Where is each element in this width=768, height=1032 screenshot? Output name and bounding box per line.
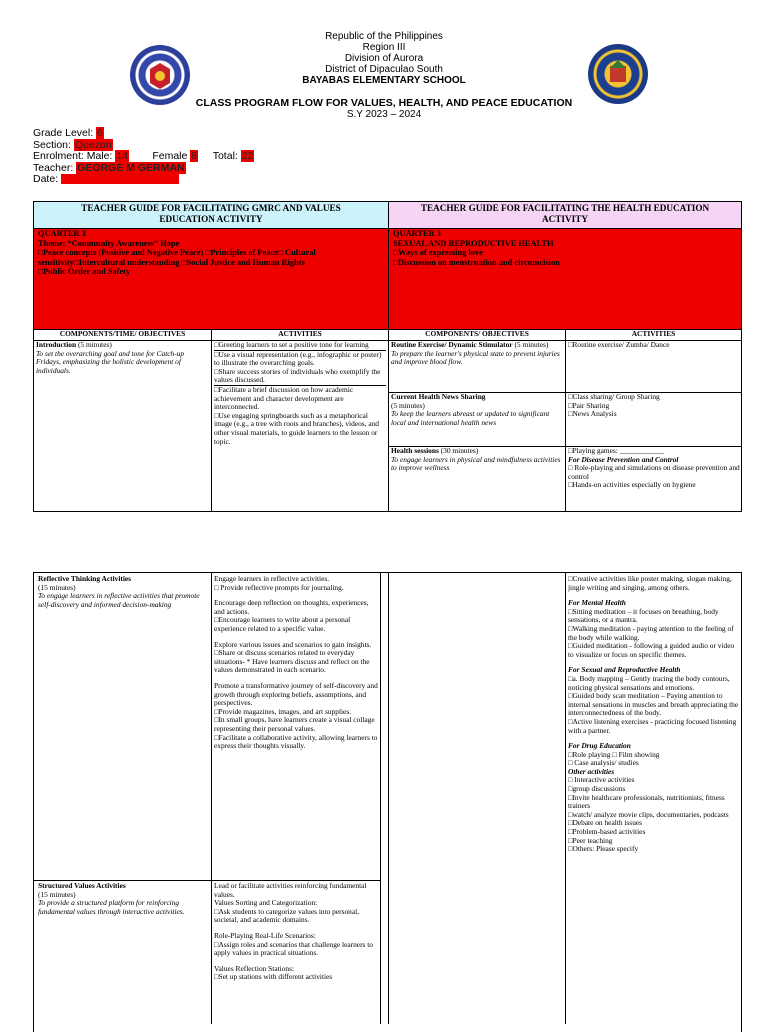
grade-value: 6 <box>97 127 103 139</box>
program-title-block <box>0 98 768 120</box>
enrolment-label: Enrolment: <box>33 150 84 162</box>
structured-component <box>38 882 208 942</box>
header-line: Republic of the Philippines <box>325 31 443 42</box>
drug-activity: □ Case analysis/ studies <box>568 758 639 768</box>
reflective-time: (15 minutes) <box>38 582 76 592</box>
other-activity: □Invite healthcare professionals, nutritionists, fitness trainers <box>568 792 725 811</box>
mental-activity: □Sitting meditation – it focuses on breathing, body sensations, or a mantra. <box>568 606 719 625</box>
reflective-activity: Encourage deep reflection on thoughts, experiences, and actions. <box>214 598 369 616</box>
school-name: BAYABAS ELEMENTARY SCHOOL <box>302 75 466 86</box>
structured-time: (15 minutes) <box>38 889 76 899</box>
health-session-activity: □Hands-on activities especially on hygiene <box>568 480 696 490</box>
structured-activity: Role-Playing Real-Life Scenarios: <box>214 930 316 940</box>
health-session-activities-continued <box>568 575 740 1024</box>
structured-activity: Values Reflection Stations: <box>214 963 295 973</box>
sexual-health-activity: □Active listening exercises - practicing focused listening with a partner. <box>568 716 737 735</box>
male-label: Male: <box>86 150 113 162</box>
health-topic: SEXUAL AND REPRODUCTIVE HEALTH <box>393 238 554 248</box>
drug-education-heading: For Drug Education <box>568 741 631 751</box>
other-activity: □Debate on health issues <box>568 818 643 828</box>
section-label: Section: <box>33 138 71 151</box>
section-value: Quezon <box>74 138 112 151</box>
mental-activity: □Guided meditation - following a guided audio or video to visualize or focus on specific themes. <box>568 641 735 659</box>
news-component <box>391 393 563 445</box>
reflective-title: Reflective Thinking Activities <box>38 575 132 583</box>
gmrc-col-activities: ACTIVITIES <box>278 330 322 338</box>
grade-label: Grade Level: <box>33 127 94 139</box>
header-line: Division of Aurora <box>344 53 424 64</box>
drug-activity: □Role playing □ Film showing <box>568 749 660 759</box>
structured-activity: □Set up stations with different activities <box>214 972 333 982</box>
intro-time: (5 minutes) <box>76 341 112 349</box>
male-value: 14 <box>116 150 128 162</box>
intro-activities <box>214 341 386 511</box>
total-value: 22 <box>241 150 254 162</box>
reflective-activity: □Encourage learners to write about a personal experience related to a specific value. <box>214 615 351 633</box>
structured-activity: □Ask students to categorize values into personal, societal, and academic domains. <box>214 906 360 925</box>
other-activity: □group discussions <box>568 784 626 794</box>
sexual-health-heading: For Sexual and Reproductive Health <box>568 665 681 675</box>
gmrc-guide-title: TEACHER GUIDE FOR FACILITATING GMRC AND VALUES EDUCATION ACTIVITY <box>34 202 388 228</box>
playing-games-item: □Playing games: ____________ <box>568 447 665 455</box>
health-col-activities: ACTIVITIES <box>631 330 676 338</box>
mental-activity: □Walking meditation - paying attention to the feeling of the body while walking. <box>568 623 734 642</box>
structured-activities <box>214 882 378 1024</box>
intro-activity: □Use a visual representation (e.g., infographic or poster) to illustrate the overarching goals. <box>214 350 386 368</box>
other-activity: □Peer teaching <box>568 835 613 845</box>
reflective-component <box>38 575 208 635</box>
other-activities-heading: Other activities <box>568 766 615 776</box>
health-item: □Ways of expressing love <box>393 248 483 258</box>
sexual-health-activity: □Guided body scan meditation – Paying attention to internal sensations in muscles and breath appreciating the interconnectedness of the body. <box>568 691 739 718</box>
routine-activities <box>568 341 740 391</box>
class-info <box>33 128 254 186</box>
health-session-activity: □ Role-playing and simulations on disease prevention and control <box>568 463 740 481</box>
structured-activity: □Assign roles and scenarios that challenge learners to apply values in practical situations. <box>214 939 373 958</box>
routine-objective: To prepare the learner's physical state to prevent injuries and improve blood flow. <box>391 348 560 367</box>
news-activity: □Class sharing/ Group Sharing <box>568 393 660 401</box>
school-year: S.Y 2023 – 2024 <box>346 109 422 120</box>
intro-component <box>36 341 209 401</box>
news-title: Current Health News Sharing <box>391 393 486 401</box>
gmrc-topic: sensitivity□Intercultural understanding □Social Justice and Human Rights <box>38 257 305 267</box>
health-col-components: COMPONENTS/ OBJECTIVES <box>425 330 529 338</box>
gmrc-quarter-block <box>34 229 388 329</box>
structured-activity: Lead or facilitate activities reinforcing fundamental values. <box>214 882 367 899</box>
intro-objective: To set the overarching goal and tone for Catch-up Fridays, emphasizing the holistic development of individuals. <box>36 348 185 375</box>
intro-activity: □Greeting learners to set a positive tone for learning <box>214 341 369 349</box>
header-line: District of Dipaculao South <box>325 64 443 75</box>
routine-time: (5 minutes) <box>512 341 549 349</box>
date-row <box>33 174 254 186</box>
intro-activity: □Share success stories of individuals who exemplify the values discussed. <box>214 366 381 385</box>
intro-activity: □Use engaging springboards such as a metaphorical image (e.g., a tree with roots and branches), videos, and other visual materials, to guide learners to the lesson or topic. <box>214 410 380 446</box>
female-value: 8 <box>191 150 198 162</box>
health-quarter-block <box>389 229 741 329</box>
health-guide-title: TEACHER GUIDE FOR FACILITATING THE HEALTH EDUCATION ACTIVITY <box>389 202 741 228</box>
news-time: (5 minutes) <box>391 400 425 410</box>
gmrc-topic: □Public Order and Safety <box>38 267 131 277</box>
routine-component <box>391 341 563 391</box>
female-label: Female <box>152 150 188 162</box>
document-header <box>0 31 768 86</box>
teacher-label: Teacher: <box>33 161 74 174</box>
gmrc-col-components: COMPONENTS/TIME/ OBJECTIVES <box>59 330 186 338</box>
gmrc-theme: Theme: “Community Awareness” Hope <box>38 238 180 248</box>
reflective-activity: □Provide magazines, images, and art supplies. <box>214 706 352 716</box>
disease-prevention-heading: For Disease Prevention and Control <box>568 454 679 464</box>
routine-activity: □Routine exercise/ Zumba/ Dance <box>568 341 670 349</box>
reflective-activity: Engage learners in reflective activities. <box>214 575 330 583</box>
health-session-time: (30 minutes) <box>438 447 479 455</box>
teacher-row <box>33 163 254 175</box>
program-title: CLASS PROGRAM FLOW FOR VALUES, HEALTH, AND PEACE EDUCATION <box>195 97 573 109</box>
reflective-activity: □Facilitate a collaborative activity, allowing learners to express their thoughts visually. <box>214 732 378 751</box>
other-activity: □ Interactive activities <box>568 775 635 785</box>
gmrc-quarter: QUARTER 3 <box>38 229 86 238</box>
structured-objective: To provide a structured platform for reinforcing fundamental values through interactive activities. <box>38 898 185 916</box>
health-session-objective: To engage learners in physical and mindfulness activities to improve wellness <box>391 454 561 473</box>
health-session-title: Health sessions <box>391 447 439 455</box>
date-label: Date: <box>33 173 59 185</box>
teacher-value: GEORGE M GERMAN <box>77 161 185 174</box>
health-quarter: QUARTER 3 <box>393 229 441 238</box>
reflective-activity: Explore various issues and scenarios to gain insights. <box>214 639 372 649</box>
other-activity: □Problem-based activities <box>568 827 646 837</box>
reflective-objective: To engage learners in reflective activities that promote self-discovery and informed decision-making <box>38 591 200 609</box>
reflective-activities <box>214 575 378 879</box>
health-session-component <box>391 447 563 509</box>
health-item: □Discussion on menstruation and circumcision <box>393 257 560 267</box>
gmrc-topic: □Peace concepts (Positive and Negative Peace) □Principles of Peace□ Cultural <box>38 248 316 258</box>
news-objective: To keep the learners abreast or updated to significant local and international health news <box>391 409 550 427</box>
date-value-field <box>61 174 179 184</box>
total-label: Total: <box>212 150 238 162</box>
sexual-health-activity: □a. Body mapping – Gently tracing the body contours, noticing physical sensations and emotions. <box>568 673 730 692</box>
routine-title: Routine Exercise/ Dynamic Stimulator <box>391 341 513 349</box>
reflective-activity: □In small groups, have learners create a visual collage representing their personal values. <box>214 715 375 733</box>
other-activity: □Others: Please specify <box>568 844 639 854</box>
structured-title: Structured Values Activities <box>38 882 126 890</box>
structured-activity: Values Sorting and Categorization: <box>214 898 318 908</box>
other-activity: □watch/ analyze movie clips, documentaries, podcasts <box>568 809 729 819</box>
reflective-activity: □ Provide reflective prompts for journaling. <box>214 582 344 592</box>
news-activity: □Pair Sharing <box>568 400 610 410</box>
intro-activity: □Facilitate a brief discussion on how academic achievement and character development are interconnected. <box>214 385 386 412</box>
news-activity: □News Analysis <box>568 409 617 419</box>
health-session-activities <box>568 447 740 509</box>
reflective-activity: □Share or discuss scenarios related to everyday situations- * Have learners discuss and reflect on the values demonstrated in each scenario. <box>214 648 370 675</box>
header-line: Region III <box>362 42 406 53</box>
intro-title: Introduction <box>36 341 77 349</box>
mental-health-heading: For Mental Health <box>568 598 626 608</box>
news-activities <box>568 393 740 445</box>
creative-activities: □Creative activities like poster making, slogan making, jingle writing and singing, among others. <box>568 575 732 592</box>
reflective-activity: Promote a transformative journey of self-discovery and growth through exploring beliefs, assumptions, and perspectives. <box>214 680 378 708</box>
